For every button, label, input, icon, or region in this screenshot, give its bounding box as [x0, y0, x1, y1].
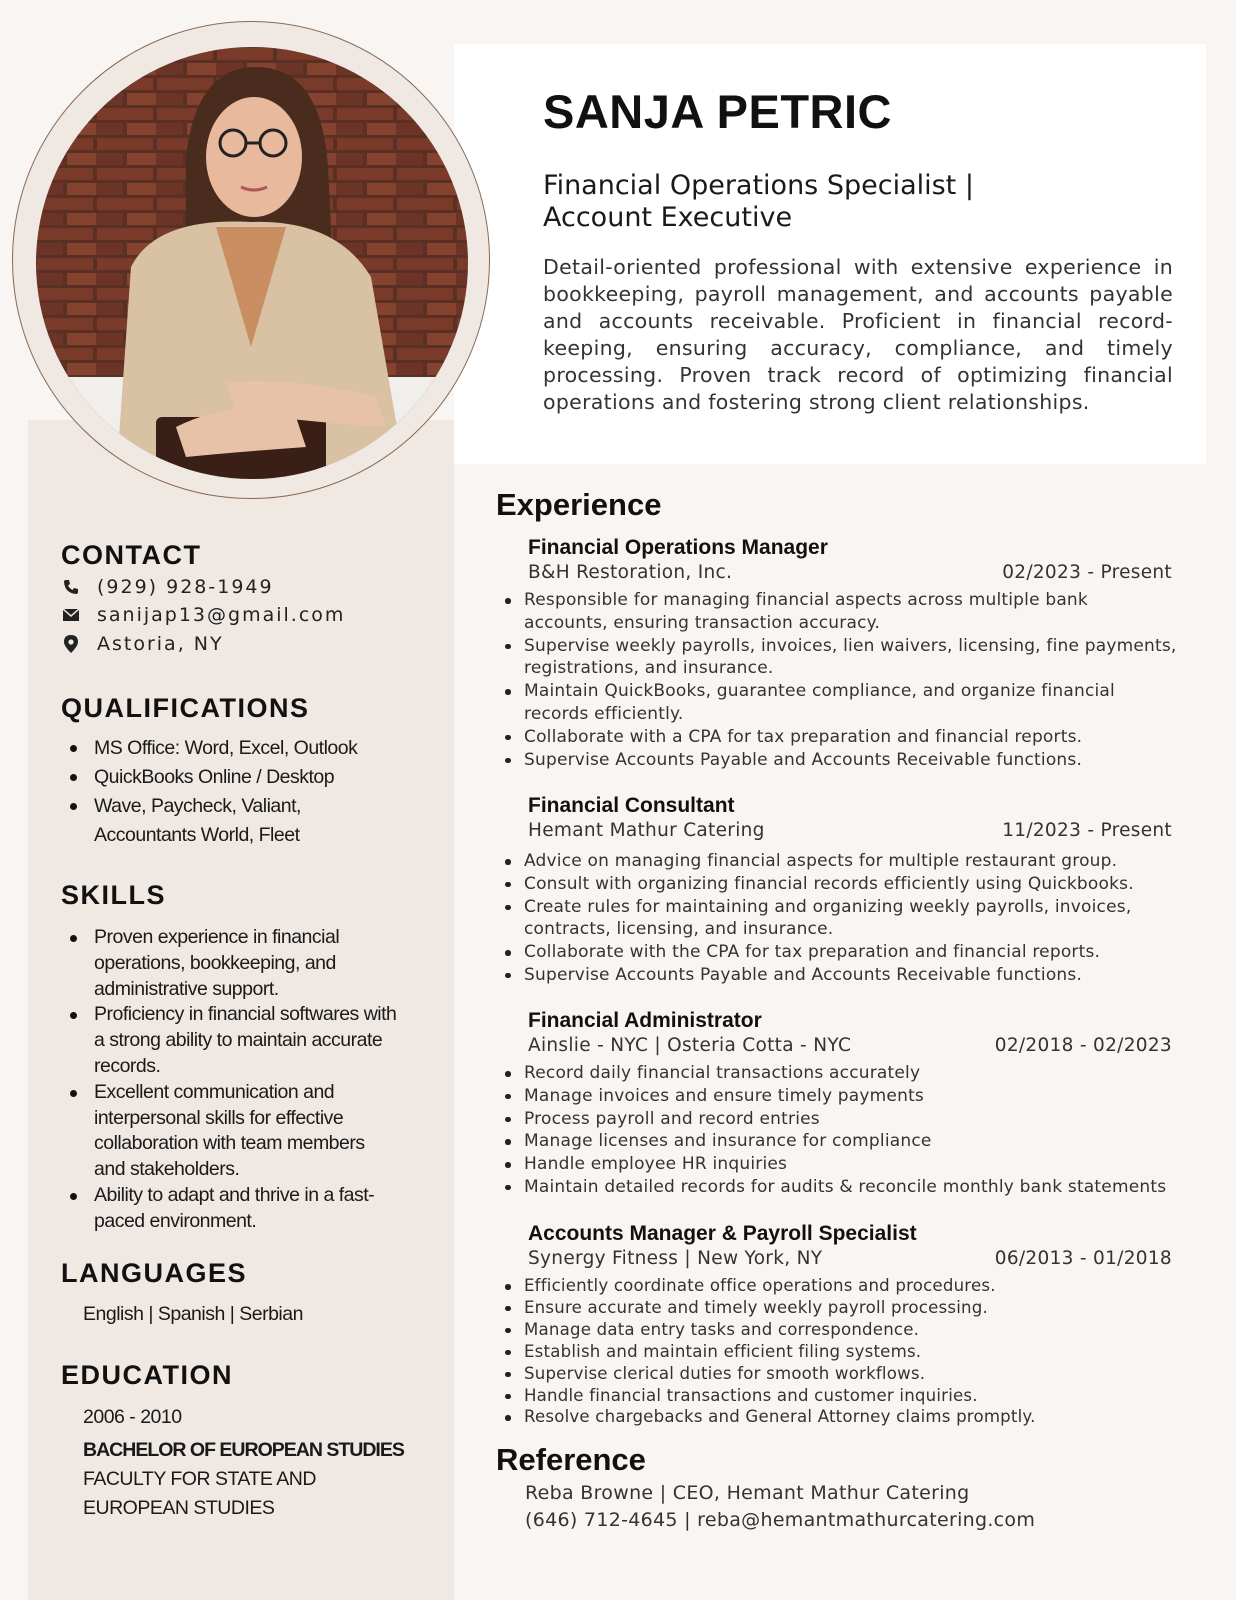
list-item: [62, 1183, 396, 1235]
list-item: [502, 680, 1202, 726]
skills-heading: SKILLS: [61, 880, 167, 910]
list-item-line: Responsible for managing financial aspects across multiple bank: [524, 590, 1088, 610]
list-item-line: Create rules for maintaining and organizing weekly payrolls, invoices,: [524, 896, 1132, 917]
envelope-icon: [61, 605, 81, 625]
reference-details[interactable]: (646) 712-4645 | reba@hemantmathurcatering.com: [525, 1509, 1036, 1531]
job-title: Financial Administrator: [528, 1009, 762, 1032]
job-dates: 06/2013 - 01/2018: [994, 1248, 1172, 1269]
list-item-line: operations, bookkeeping, and: [94, 951, 336, 974]
job-headline-line: Account Executive: [543, 202, 793, 233]
list-item: Supervise clerical duties for smooth workflows.: [502, 1363, 1202, 1385]
list-item: Record daily financial transactions accurately: [502, 1062, 1202, 1085]
list-item: Advice on managing financial aspects for multiple restaurant group.: [502, 850, 1202, 873]
list-item: Supervise Accounts Payable and Accounts Receivable functions.: [502, 749, 1202, 772]
reference-heading: Reference: [496, 1442, 646, 1477]
list-item: MS Office: Word, Excel, Outlook: [62, 734, 357, 763]
phone-text: (929) 928-1949: [97, 576, 274, 598]
list-item-line: interpersonal skills for effective: [94, 1106, 344, 1129]
list-item-line: records.: [94, 1054, 161, 1077]
job-meta: [528, 1035, 1172, 1056]
experience-heading: Experience: [496, 487, 662, 522]
list-item: Supervise Accounts Payable and Accounts Receivable functions.: [502, 964, 1202, 987]
education-degree: BACHELOR OF EUROPEAN STUDIES: [83, 1439, 404, 1461]
list-item: [62, 1080, 396, 1183]
list-item: [62, 792, 357, 850]
list-item: Collaborate with the CPA for tax preparation and financial reports.: [502, 941, 1202, 964]
contact-phone[interactable]: [61, 575, 274, 599]
list-item: Handle employee HR inquiries: [502, 1153, 1202, 1176]
list-item-line: Proficiency in financial softwares with: [94, 1003, 397, 1026]
contact-email[interactable]: [61, 603, 345, 627]
languages-text: English | Spanish | Serbian: [83, 1303, 303, 1325]
candidate-name: SANJA PETRIC: [543, 85, 892, 138]
contact-location: [61, 632, 224, 656]
list-item: Manage data entry tasks and correspondence.: [502, 1319, 1202, 1341]
job-bullets: [502, 1062, 1202, 1199]
list-item: Collaborate with a CPA for tax preparation and financial reports.: [502, 726, 1202, 749]
list-item-line: Proven experience in financial: [94, 926, 340, 948]
education-years: 2006 - 2010: [83, 1406, 182, 1428]
list-item: [62, 1002, 396, 1079]
education-school: EUROPEAN STUDIES: [83, 1497, 275, 1519]
list-item: Handle financial transactions and customer inquiries.: [502, 1385, 1202, 1407]
list-item-line: Wave, Paycheck, Valiant,: [94, 795, 301, 817]
qualifications-heading: QUALIFICATIONS: [61, 693, 310, 723]
list-item: [502, 896, 1202, 942]
phone-icon: [61, 577, 81, 597]
list-item-line: records efficiently.: [524, 703, 684, 724]
list-item: Consult with organizing financial records efficiently using Quickbooks.: [502, 873, 1202, 896]
list-item: Efficiently coordinate office operations and procedures.: [502, 1275, 1202, 1297]
job-title: Accounts Manager & Payroll Specialist: [528, 1222, 917, 1245]
languages-heading: LANGUAGES: [61, 1258, 248, 1288]
list-item: [502, 635, 1202, 681]
list-item-line: administrative support.: [94, 977, 279, 1000]
location-text: Astoria, NY: [97, 633, 224, 655]
job-meta: [528, 562, 1172, 583]
job-dates: 02/2023 - Present: [1002, 562, 1172, 583]
list-item: Manage invoices and ensure timely payments: [502, 1085, 1202, 1108]
list-item-line: accounts, ensuring transaction accuracy.: [524, 612, 881, 633]
list-item: QuickBooks Online / Desktop: [62, 763, 357, 792]
list-item-line: contracts, licensing, and insurance.: [524, 919, 834, 940]
list-item: Maintain detailed records for audits & reconcile monthly bank statements: [502, 1176, 1202, 1199]
skills-list: [62, 925, 396, 1235]
job-dates: 02/2018 - 02/2023: [994, 1035, 1172, 1056]
list-item-line: collaboration with team members: [94, 1132, 365, 1155]
list-item-line: Accountants World, Fleet: [94, 824, 300, 846]
qualifications-list: [62, 734, 357, 850]
job-bullets: [502, 1275, 1202, 1428]
job-headline: [543, 170, 1103, 234]
list-item-line: Maintain QuickBooks, guarantee compliance, and organize financial: [524, 681, 1115, 702]
list-item-line: paced environment.: [94, 1209, 257, 1232]
job-bullets: [502, 850, 1202, 987]
list-item: [62, 925, 396, 1002]
job-meta: [528, 820, 1172, 841]
list-item-line: Excellent communication and: [94, 1080, 335, 1103]
location-pin-icon: [61, 634, 81, 654]
job-company: Hemant Mathur Catering: [528, 820, 765, 841]
profile-summary: Detail-oriented professional with extensive experience in bookkeeping, payroll management, and accounts payable and accounts receivable. Proficient in financial record-keeping, ensuring accuracy, compliance, and timely processing. Proven track record of optimizing financial operations and fostering strong client relationships.: [543, 255, 1173, 414]
job-title: Financial Consultant: [528, 794, 735, 817]
job-company: Ainslie - NYC | Osteria Cotta - NYC: [528, 1035, 852, 1056]
education-heading: EDUCATION: [61, 1360, 233, 1390]
job-headline-line: Financial Operations Specialist |: [543, 170, 974, 201]
job-company: B&H Restoration, Inc.: [528, 562, 733, 583]
list-item-line: registrations, and insurance.: [524, 658, 774, 679]
list-item-line: Ability to adapt and thrive in a fast-: [94, 1183, 375, 1206]
job-meta: [528, 1248, 1172, 1269]
list-item-line: and stakeholders.: [94, 1158, 240, 1181]
job-dates: 11/2023 - Present: [1002, 820, 1172, 841]
list-item: Establish and maintain efficient filing systems.: [502, 1341, 1202, 1363]
reference-contact: Reba Browne | CEO, Hemant Mathur Catering: [525, 1482, 970, 1504]
email-text: sanijap13@gmail.com: [97, 604, 346, 626]
list-item: [502, 589, 1202, 635]
list-item-line: Supervise weekly payrolls, invoices, lien waivers, licensing, fine payments,: [524, 635, 1177, 656]
list-item: Ensure accurate and timely weekly payroll processing.: [502, 1297, 1202, 1319]
job-title: Financial Operations Manager: [528, 536, 828, 559]
list-item-line: a strong ability to maintain accurate: [94, 1029, 383, 1052]
education-school: FACULTY FOR STATE AND: [83, 1468, 316, 1490]
profile-photo: [36, 47, 468, 479]
job-company: Synergy Fitness | New York, NY: [528, 1248, 823, 1269]
list-item: Resolve chargebacks and General Attorney claims promptly.: [502, 1406, 1202, 1428]
list-item: Manage licenses and insurance for compliance: [502, 1130, 1202, 1153]
list-item: Process payroll and record entries: [502, 1108, 1202, 1131]
contact-heading: CONTACT: [61, 540, 202, 570]
job-bullets: [502, 589, 1202, 771]
